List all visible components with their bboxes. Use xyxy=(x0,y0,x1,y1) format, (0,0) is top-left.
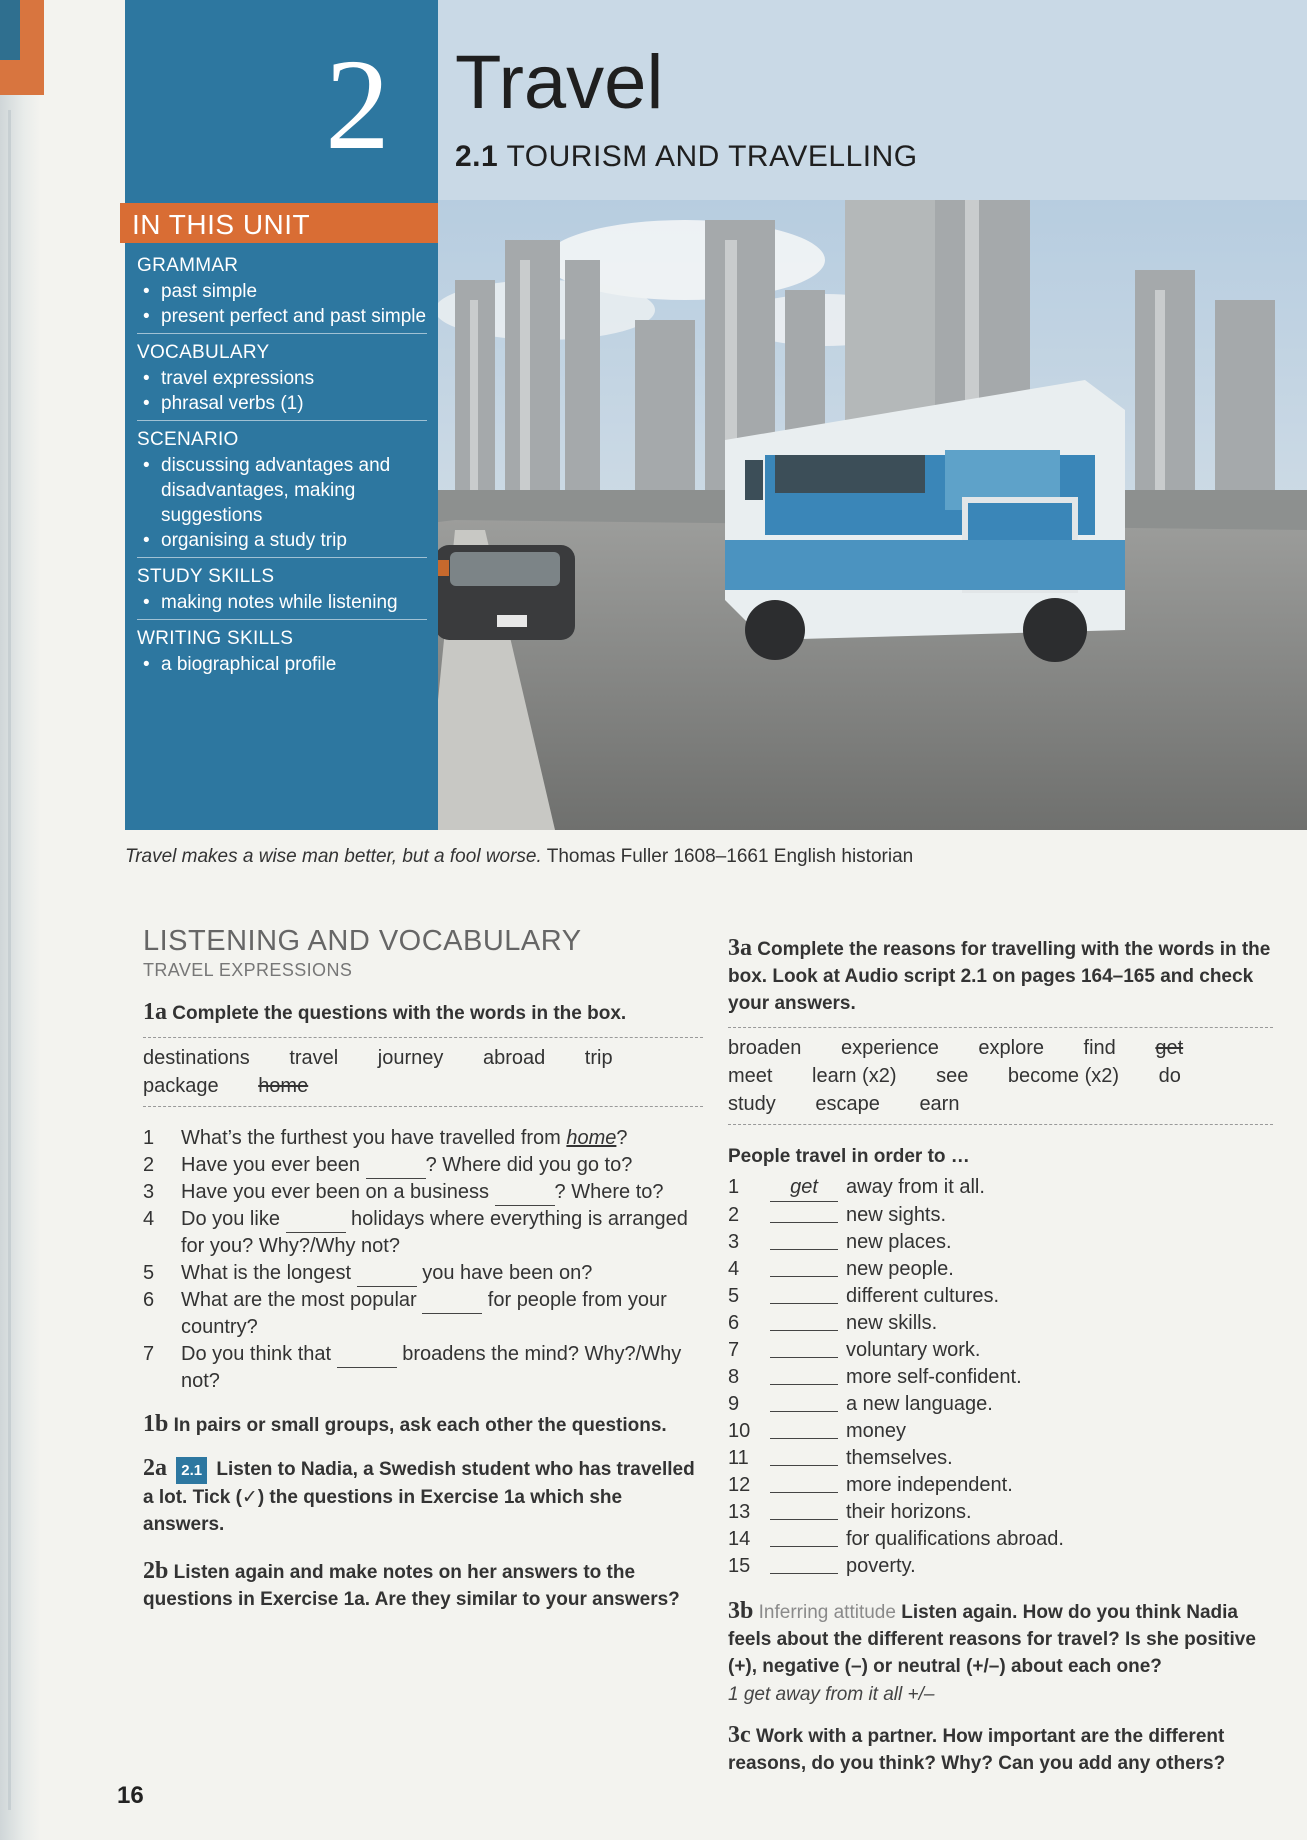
book-spine xyxy=(0,0,40,1840)
box-word: meet xyxy=(728,1065,773,1087)
reason-number: 1 xyxy=(728,1176,740,1198)
reason-number: 6 xyxy=(728,1312,740,1334)
box-word: package xyxy=(143,1075,219,1097)
question-text: holidays where everything is arranged for you? Why?/Why not? xyxy=(181,1208,688,1257)
answer-blank[interactable] xyxy=(337,1347,397,1368)
answer-blank[interactable] xyxy=(770,1445,838,1466)
exercise-3c xyxy=(728,1722,1273,1777)
reason-number: 9 xyxy=(728,1393,740,1415)
quote-text: Travel makes a wise man better, but a fool worse. xyxy=(125,846,542,867)
reason-text: new places. xyxy=(846,1231,952,1253)
reason-item xyxy=(728,1310,1273,1337)
word-box-3a xyxy=(728,1027,1273,1125)
iu-item: • making notes while listening xyxy=(137,590,427,615)
answer-blank[interactable] xyxy=(286,1212,346,1233)
lesson-number: 2.1 xyxy=(455,140,499,173)
reason-text: more self-confident. xyxy=(846,1366,1022,1388)
question-text: Do you like xyxy=(181,1208,286,1230)
reason-item xyxy=(728,1364,1273,1391)
audio-track-badge[interactable]: 2.1 xyxy=(176,1457,207,1484)
reason-text: away from it all. xyxy=(846,1176,985,1198)
exercise-instruction: In pairs or small groups, ask each other the questions. xyxy=(173,1415,667,1436)
iu-item: • phrasal verbs (1) xyxy=(137,391,427,416)
reason-number: 2 xyxy=(728,1204,740,1226)
reason-item xyxy=(728,1337,1273,1364)
lesson-title: TOURISM AND TRAVELLING xyxy=(506,140,918,173)
iu-item: • travel expressions xyxy=(137,366,427,391)
iu-heading: VOCABULARY xyxy=(137,342,270,363)
exercise-3b xyxy=(728,1598,1273,1680)
question-text: Do you think that xyxy=(181,1343,337,1365)
spine-tab-blue xyxy=(0,0,20,60)
reason-text: voluntary work. xyxy=(846,1339,981,1361)
exercise-instruction: Work with a partner. How important are the different reasons, do you think? Why? Can you add any others? xyxy=(728,1726,1226,1774)
reason-item xyxy=(728,1553,1273,1580)
reason-number: 11 xyxy=(728,1447,749,1469)
exercise-number: 2b xyxy=(143,1558,169,1584)
exercise-instruction: Complete the questions with the words in the box. xyxy=(172,1003,627,1024)
example-answer: home xyxy=(566,1127,617,1149)
question-number: 1 xyxy=(143,1127,155,1149)
iu-section-study-skills xyxy=(137,566,427,620)
answer-blank[interactable] xyxy=(495,1185,555,1206)
reason-number: 13 xyxy=(728,1501,751,1523)
question-item xyxy=(143,1341,703,1395)
iu-section-vocabulary xyxy=(137,342,427,421)
reason-number: 4 xyxy=(728,1258,740,1280)
question-number: 2 xyxy=(143,1154,155,1176)
answer-blank[interactable] xyxy=(770,1337,838,1358)
reason-item xyxy=(728,1445,1273,1472)
reason-item xyxy=(728,1174,1273,1202)
reason-text: money xyxy=(846,1420,907,1442)
reason-text: new sights. xyxy=(846,1204,947,1226)
answer-blank[interactable] xyxy=(422,1293,482,1314)
reason-item xyxy=(728,1526,1273,1553)
question-item xyxy=(143,1260,703,1287)
page-number: 16 xyxy=(117,1782,144,1809)
reason-number: 8 xyxy=(728,1366,740,1388)
question-text: What are the most popular xyxy=(181,1289,423,1311)
iu-heading: STUDY SKILLS xyxy=(137,566,275,587)
question-text: Have you ever been on a business xyxy=(181,1181,495,1203)
unit-subtitle xyxy=(455,140,918,174)
reason-text: for qualifications abroad. xyxy=(846,1528,1064,1550)
reason-item xyxy=(728,1391,1273,1418)
answer-blank[interactable] xyxy=(770,1418,838,1439)
box-word-used: home xyxy=(258,1075,309,1097)
question-number: 4 xyxy=(143,1208,155,1230)
unit-header xyxy=(125,0,1307,830)
exercise-1a xyxy=(143,999,703,1027)
box-word: trip xyxy=(584,1047,613,1069)
unit-title: Travel xyxy=(455,40,664,125)
reason-item xyxy=(728,1418,1273,1445)
iu-item: • discussing advantages and disadvantages, making suggestions xyxy=(137,453,427,528)
box-word: study xyxy=(728,1093,776,1115)
reason-text: different cultures. xyxy=(846,1285,1000,1307)
exercise-number: 2a xyxy=(143,1455,167,1481)
exercise-number: 3b xyxy=(728,1598,754,1624)
reason-text: themselves. xyxy=(846,1447,953,1469)
exercise-instruction: Listen again and make notes on her answers to the questions in Exercise 1a. Are they similar to your answers? xyxy=(143,1562,680,1610)
question-text: What’s the furthest you have travelled from xyxy=(181,1127,567,1149)
answer-blank[interactable] xyxy=(366,1158,426,1179)
word-box-1a xyxy=(143,1037,703,1107)
answer-blank[interactable] xyxy=(770,1364,838,1385)
question-text: What is the longest xyxy=(181,1262,357,1284)
exercise-2a xyxy=(143,1455,703,1538)
section-title: LISTENING AND VOCABULARY xyxy=(143,925,582,957)
box-word: do xyxy=(1158,1065,1181,1087)
reason-item xyxy=(728,1283,1273,1310)
answer-blank[interactable] xyxy=(770,1499,838,1520)
exercise-instruction: Listen again. How do you think Nadia feels about the different reasons for travel? Is she positive (+), negative (–) or neutral (+/–) about each one? xyxy=(728,1602,1256,1677)
in-this-unit-bar xyxy=(120,203,438,243)
questions-1a xyxy=(143,1125,703,1395)
example-answer-3b: 1 get away from it all +/– xyxy=(728,1684,935,1705)
reason-text: a new language. xyxy=(846,1393,993,1415)
reason-text: new people. xyxy=(846,1258,954,1280)
exercise-number: 1a xyxy=(143,999,167,1025)
section-subtitle: TRAVEL EXPRESSIONS xyxy=(143,960,353,980)
answer-blank[interactable] xyxy=(357,1266,417,1287)
question-number: 6 xyxy=(143,1289,155,1311)
question-number: 7 xyxy=(143,1343,155,1365)
box-word: find xyxy=(1083,1037,1116,1059)
reason-text: poverty. xyxy=(846,1555,916,1577)
exercise-number: 3c xyxy=(728,1722,751,1748)
question-text: ? Where to? xyxy=(554,1181,664,1203)
reason-item xyxy=(728,1229,1273,1256)
iu-item: • a biographical profile xyxy=(137,652,427,677)
quote-attribution: Thomas Fuller 1608–1661 English historian xyxy=(546,846,914,867)
reason-number: 14 xyxy=(728,1528,751,1550)
box-word: learn (x2) xyxy=(812,1065,897,1087)
reason-number: 15 xyxy=(728,1555,751,1577)
exercise-number: 1b xyxy=(143,1411,169,1437)
exercise-1b xyxy=(143,1411,703,1439)
answer-blank[interactable] xyxy=(770,1553,838,1574)
answer-blank[interactable] xyxy=(770,1472,838,1493)
example-answer: get xyxy=(770,1174,838,1202)
iu-heading: GRAMMAR xyxy=(137,255,239,276)
reason-item xyxy=(728,1499,1273,1526)
box-word: see xyxy=(936,1065,969,1087)
reason-number: 10 xyxy=(728,1420,751,1442)
reasons-intro: People travel in order to … xyxy=(728,1146,970,1167)
iu-item: • organising a study trip xyxy=(137,528,427,553)
box-word: destinations xyxy=(143,1047,250,1069)
exercise-instruction: Complete the reasons for travelling with the words in the box. Look at Audio script 2.1 on pages 164–165 and check your answers. xyxy=(728,939,1271,1014)
question-item xyxy=(143,1125,703,1152)
question-number: 5 xyxy=(143,1262,155,1284)
question-text: broadens the mind? Why?/Why not? xyxy=(181,1343,682,1392)
reason-text: new skills. xyxy=(846,1312,938,1334)
exercise-3a xyxy=(728,935,1273,1017)
reason-text: more independent. xyxy=(846,1474,1013,1496)
reason-item xyxy=(728,1472,1273,1499)
spine-rule xyxy=(8,110,11,1810)
exercise-instruction: Listen to Nadia, a Swedish student who has travelled a lot. Tick (✓) the questions in Exercise 1a which she answers. xyxy=(143,1459,695,1535)
iu-item: • present perfect and past simple xyxy=(137,304,427,329)
box-word: broaden xyxy=(728,1037,802,1059)
question-item xyxy=(143,1152,703,1179)
box-word-used: get xyxy=(1155,1037,1184,1059)
box-word: explore xyxy=(978,1037,1044,1059)
box-word: experience xyxy=(840,1037,939,1059)
reason-item xyxy=(728,1256,1273,1283)
left-column xyxy=(143,925,703,1613)
answer-blank[interactable] xyxy=(770,1229,838,1250)
question-item xyxy=(143,1179,703,1206)
reason-text: their horizons. xyxy=(846,1501,972,1523)
question-item xyxy=(143,1287,703,1341)
box-word: abroad xyxy=(482,1047,546,1069)
box-word: earn xyxy=(919,1093,960,1115)
question-item xyxy=(143,1206,703,1260)
reason-item xyxy=(728,1202,1273,1229)
in-this-unit-title: IN THIS UNIT xyxy=(132,209,311,240)
reason-number: 3 xyxy=(728,1231,740,1253)
reason-number: 7 xyxy=(728,1339,740,1361)
question-text: ? Where did you go to? xyxy=(425,1154,633,1176)
in-this-unit-list xyxy=(137,255,427,689)
reason-number: 12 xyxy=(728,1474,751,1496)
iu-section-writing-skills xyxy=(137,628,427,681)
question-text: for people from your country? xyxy=(181,1289,667,1338)
box-word: become (x2) xyxy=(1007,1065,1120,1087)
exercise-2b xyxy=(143,1558,703,1613)
right-column xyxy=(728,935,1273,1777)
answer-blank[interactable] xyxy=(770,1391,838,1412)
quote-caption xyxy=(125,846,913,868)
question-text: you have been on? xyxy=(416,1262,593,1284)
reason-number: 5 xyxy=(728,1285,740,1307)
question-text: ? xyxy=(616,1127,628,1149)
reasons-list xyxy=(728,1174,1273,1580)
answer-blank[interactable] xyxy=(770,1256,838,1277)
skill-label: Inferring attitude xyxy=(758,1602,896,1623)
iu-section-scenario xyxy=(137,429,427,558)
exercise-number: 3a xyxy=(728,935,752,961)
box-word: travel xyxy=(289,1047,339,1069)
box-word: journey xyxy=(377,1047,444,1069)
question-text: Have you ever been xyxy=(181,1154,366,1176)
answer-blank[interactable] xyxy=(770,1202,838,1223)
iu-item: • past simple xyxy=(137,279,427,304)
iu-section-grammar xyxy=(137,255,427,334)
answer-blank[interactable] xyxy=(770,1283,838,1304)
unit-number: 2 xyxy=(325,33,390,177)
iu-heading: SCENARIO xyxy=(137,429,239,450)
answer-blank[interactable] xyxy=(770,1526,838,1547)
answer-blank[interactable] xyxy=(770,1310,838,1331)
box-word: escape xyxy=(815,1093,880,1115)
iu-heading: WRITING SKILLS xyxy=(137,628,294,649)
question-number: 3 xyxy=(143,1181,155,1203)
